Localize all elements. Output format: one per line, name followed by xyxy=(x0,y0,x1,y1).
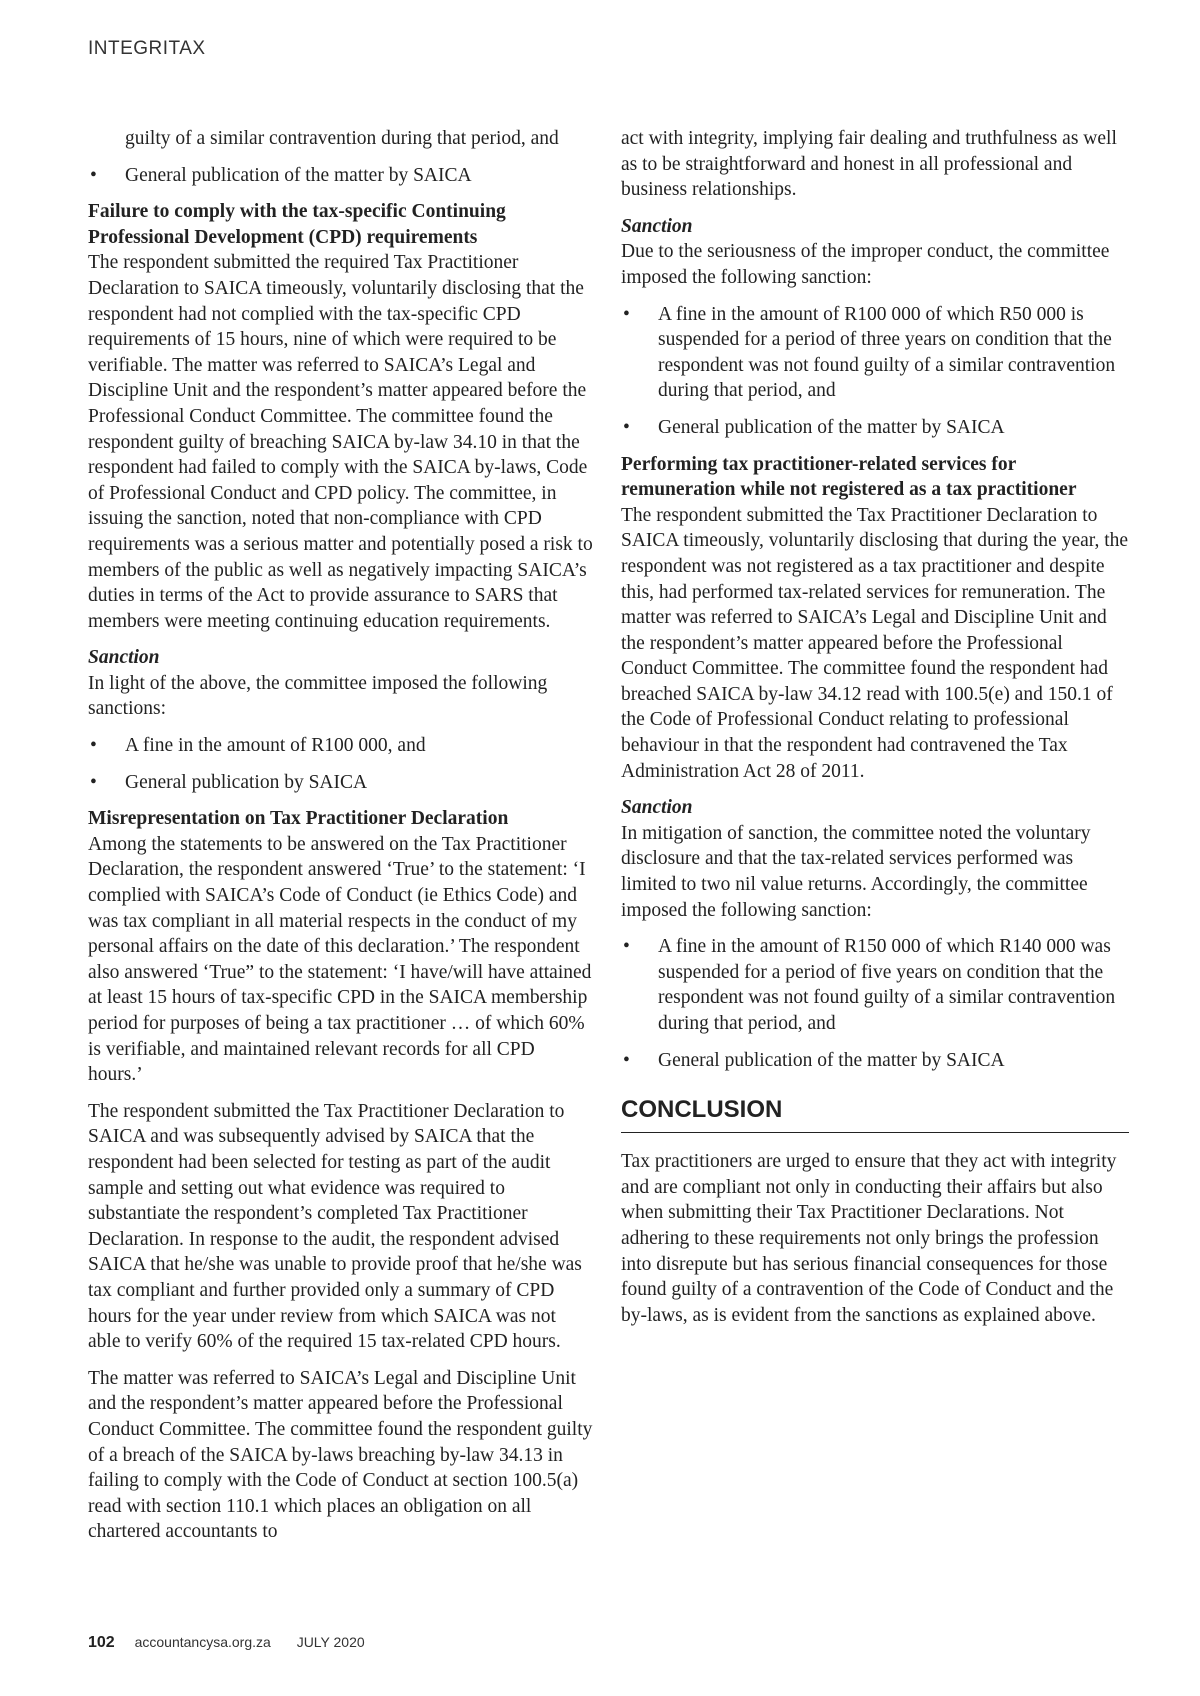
conclusion-paragraph: Tax practitioners are urged to ensure that they act with integrity and are compliant not only in conducting their affairs but also when submitting their Tax Practitioner Declarations. Not adhering to these requirements not only brings the profession into disrepute but has serious financial consequences for those found guilty of a contravention of the Code of Conduct and the by-laws, as is evident from the sanctions as explained above. xyxy=(621,1151,1117,1326)
footer-site: accountancysa.org.za xyxy=(134,1634,271,1650)
paragraph: In mitigation of sanction, the committee noted the voluntary disclosure and that the tax-related services performed was limited to two nil value returns. Accordingly, the committee imposed the following sanction: xyxy=(621,822,1091,921)
sanction-heading: Sanction xyxy=(621,797,693,819)
sanction-heading: Sanction xyxy=(621,215,693,237)
bullet-list xyxy=(621,302,1129,441)
paragraph: The matter was referred to SAICA’s Legal and Discipline Unit and the respondent’s matter appeared before the Professional Conduct Committee. The committee found the respondent guilty of a breach of the SAICA by-laws breaching by-law 34.13 in failing to comply with the Code of Conduct at section 100.5(a) read with section 110.1 which places an obligation on all chartered accountants to xyxy=(88,1367,593,1543)
list-item: • A fine in the amount of R150 000 of which R140 000 was suspended for a period of five years on condition that the respondent was not found guilty of a similar contravention during that period, and xyxy=(621,934,1129,1036)
right-column xyxy=(621,126,1129,1339)
paragraph: The respondent submitted the required Tax Practitioner Declaration to SAICA timeously, voluntarily disclosing that the respondent had not complied with the tax-specific CPD requirements of 15 hours, nine of which were required to be verifiable. The matter was referred to SAICA’s Legal and Discipline Unit and the respondent’s matter appeared before the Professional Conduct Committee. The committee found the respondent guilty of breaching SAICA by-law 34.10 in that the respondent had failed to comply with the SAICA by-laws, Code of Professional Conduct and CPD policy. The committee, in issuing the sanction, noted that non-compliance with CPD requirements was a serious matter and potentially posed a risk to members of the public as well as negatively impacting SAICA’s duties in terms of the Act to provide assurance to SARS that members were meeting continuing education requirements. xyxy=(88,252,593,632)
section-heading-unregistered: Performing tax practitioner-related services for remuneration while not registered as a tax practitioner xyxy=(621,453,1077,501)
page-number: 102 xyxy=(88,1634,115,1651)
conclusion-heading: CONCLUSION xyxy=(621,1084,1129,1133)
list-item: • A fine in the amount of R100 000 of which R50 000 is suspended for a period of three years on condition that the respondent was not found guilty of a similar contravention during that period, and xyxy=(621,302,1129,404)
paragraph: Among the statements to be answered on the Tax Practitioner Declaration, the respondent answered ‘True’ to the statement: ‘I complied with SAICA’s Code of Conduct (ie Ethics Code) and was tax compliant in all material respects in the conduct of my personal affairs on the date of this declaration.’ The respondent also answered ‘True” to the statement: ‘I have/will have attained at least 15 hours of tax-specific CPD in the SAICA membership period for purposes of being a tax practitioner … of which 60% is verifiable, and maintained relevant records for all CPD hours.’ xyxy=(88,833,592,1086)
list-item: • General publication of the matter by SAICA xyxy=(621,1048,1129,1074)
left-column xyxy=(88,126,593,1556)
paragraph: The respondent submitted the Tax Practitioner Declaration to SAICA timeously, voluntarily disclosing that during the year, the respondent was not registered as a tax practitioner and despite this, had performed tax-related services for remuneration. The matter was referred to SAICA’s Legal and Discipline Unit and the respondent’s matter appeared before the Professional Conduct Committee. The committee found the respondent had breached SAICA by-law 34.12 read with 100.5(e) and 150.1 of the Code of Professional Conduct relating to professional behaviour in that the respondent had contravened the Tax Administration Act 28 of 2011. xyxy=(621,504,1129,782)
footer-date: JULY 2020 xyxy=(296,1634,365,1650)
paragraph: Due to the seriousness of the improper conduct, the committee imposed the following sanction: xyxy=(621,241,1110,288)
list-item: • A fine in the amount of R100 000, and xyxy=(88,733,593,759)
paragraph: In light of the above, the committee imposed the following sanctions: xyxy=(88,672,548,720)
paragraph: The respondent submitted the Tax Practitioner Declaration to SAICA and was subsequently advised by SAICA that the respondent had been selected for testing as part of the audit sample and setting out what evidence was required to substantiate the respondent’s completed Tax Practitioner Declaration. In response to the audit, the respondent advised SAICA that he/she was unable to provide proof that he/she was tax compliant and further provided only a summary of CPD hours for the year under review from which SAICA was not able to verify 60% of the required 15 tax-related CPD hours. xyxy=(88,1100,582,1353)
list-item: • General publication of the matter by SAICA xyxy=(621,415,1129,441)
bullet-list xyxy=(621,934,1129,1073)
section-heading-cpd: Failure to comply with the tax-specific Continuing Professional Development (CPD) requirements xyxy=(88,201,506,248)
bullet-list xyxy=(88,163,593,189)
section-heading-misrepresentation: Misrepresentation on Tax Practitioner Declaration xyxy=(88,808,509,830)
list-item: • General publication of the matter by SAICA xyxy=(88,163,593,189)
running-header: INTEGRITAX xyxy=(88,38,206,59)
page-footer xyxy=(88,1634,365,1652)
list-item: • General publication by SAICA xyxy=(88,770,593,796)
sanction-heading: Sanction xyxy=(88,647,160,669)
bullet-list xyxy=(88,733,593,795)
continued-bullet-text: guilty of a similar contravention during that period, and xyxy=(125,128,559,149)
paragraph: act with integrity, implying fair dealing and truthfulness as well as to be straightforward and honest in all professional and business relationships. xyxy=(621,128,1117,201)
